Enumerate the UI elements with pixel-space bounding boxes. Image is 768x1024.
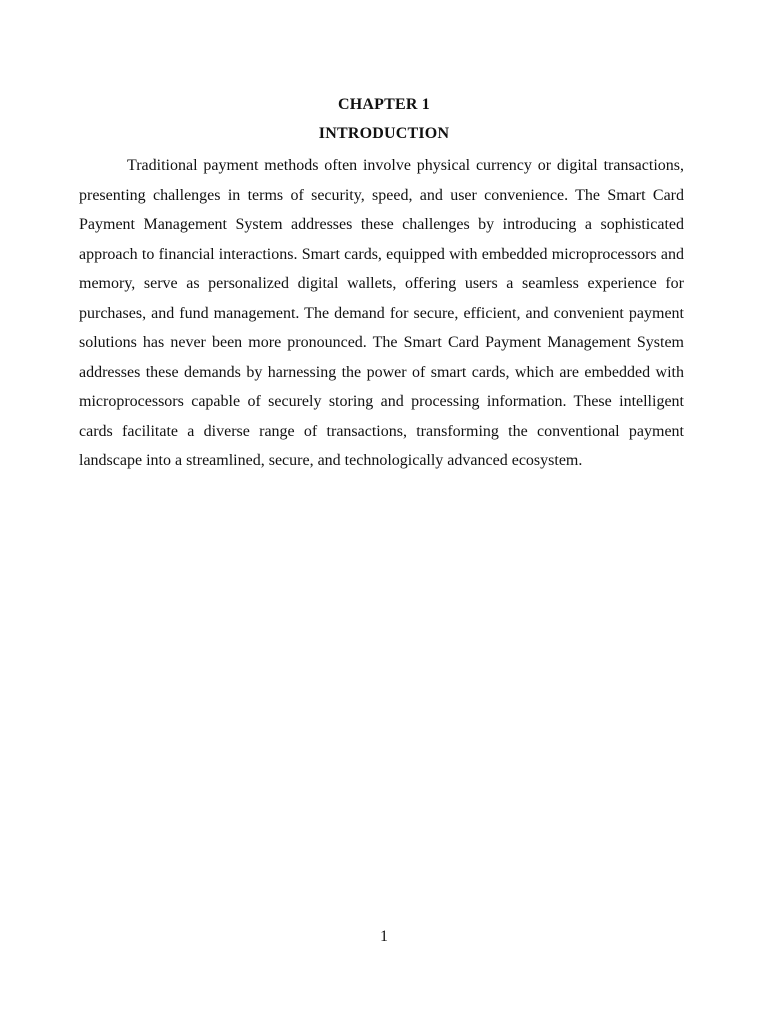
chapter-label: CHAPTER 1: [337, 96, 431, 113]
introduction-paragraph: Traditional payment methods often involve physical currency or digital transactions, presenting challenges in terms of security, speed, and user convenience. The Smart Card Payment Management System addresses these challenges by introducing a sophisticated approach to financial interactions. Smart cards, equipped with embedded microprocessors and memory, serve as personalized digital wallets, offering users a seamless experience for purchases, and fund management. The demand for secure, efficient, and convenient payment solutions has never been more pronounced. The Smart Card Payment Management System addresses these demands by harnessing the power of smart cards, which are embedded with microprocessors capable of securely storing and processing information. These intelligent cards facilitate a diverse range of transactions, transforming the conventional payment landscape into a streamlined, secure, and technologically advanced ecosystem.: [79, 157, 684, 469]
chapter-title: INTRODUCTION: [318, 125, 450, 142]
page-number: 1: [380, 928, 388, 945]
